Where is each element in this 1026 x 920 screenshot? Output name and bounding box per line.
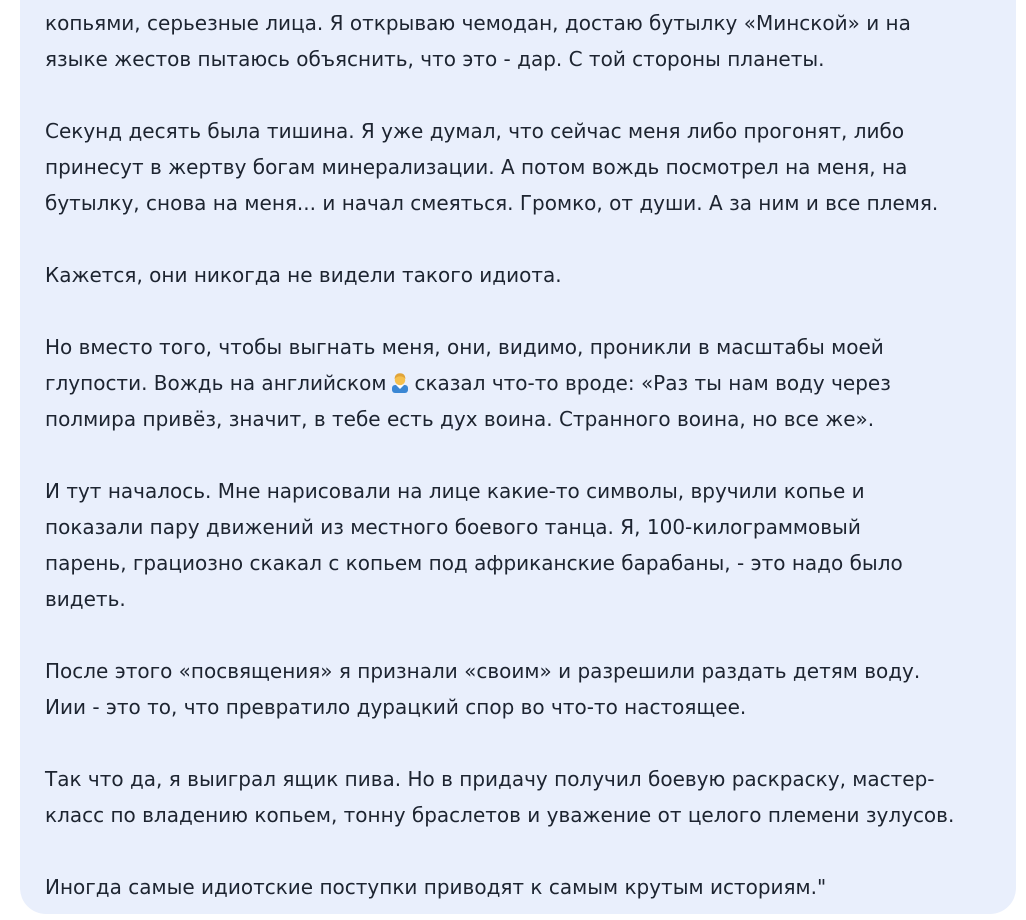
text-line: полмира привёз, значит, в тебе есть дух воина. Странного воина, но все же».	[45, 407, 875, 431]
paragraph-4	[45, 329, 1005, 437]
text-line: языке жестов пытаюсь объяснить, что это - дар. С той стороны планеты.	[45, 47, 825, 71]
text-line: И тут началось. Мне нарисовали на лице какие-то символы, вручили копье и	[45, 479, 865, 503]
paragraph-5	[45, 473, 1005, 617]
paragraph-6	[45, 653, 1005, 725]
text-line: глупости. Вождь на английском	[45, 371, 387, 395]
text-line: Иии - это то, что превратило дурацкий спор во что-то настоящее.	[45, 695, 747, 719]
paragraph-7	[45, 761, 1005, 833]
text-line: Так что да, я выиграл ящик пива. Но в придачу получил боевую раскраску, мастер-	[45, 767, 935, 791]
man-emoji-icon	[389, 368, 411, 390]
paragraph-1	[45, 5, 1005, 77]
text-line: Но вместо того, чтобы выгнать меня, они, видимо, проникли в масштабы моей	[45, 335, 884, 359]
paragraph-2	[45, 113, 1005, 221]
text-line: Секунд десять была тишина. Я уже думал, что сейчас меня либо прогонят, либо	[45, 119, 905, 143]
text-line: копьями, серьезные лица. Я открываю чемодан, достаю бутылку «Минской» и на	[45, 11, 911, 35]
paragraph-8	[45, 869, 1005, 905]
assistant-message-bubble	[20, 0, 1016, 914]
text-line: Кажется, они никогда не видели такого идиота.	[45, 263, 562, 287]
text-line: принесут в жертву богам минерализации. А потом вождь посмотрел на меня, на	[45, 155, 908, 179]
text-line: видеть.	[45, 587, 126, 611]
text-line: После этого «посвящения» я признали «своим» и разрешили раздать детям воду.	[45, 659, 921, 683]
text-line: бутылку, снова на меня... и начал смеяться. Громко, от души. А за ним и все племя.	[45, 191, 939, 215]
text-line: Иногда самые идиотские поступки приводят к самым крутым историям."	[45, 875, 827, 899]
text-line: класс по владению копьем, тонну браслетов и уважение от целого племени зулусов.	[45, 803, 955, 827]
text-line: показали пару движений из местного боевого танца. Я, 100-килограммовый	[45, 515, 861, 539]
paragraph-3	[45, 257, 1005, 293]
text-line: парень, грациозно скакал с копьем под африканские барабаны, - это надо было	[45, 551, 903, 575]
message-text	[45, 5, 1005, 905]
text-line: сказал что-то вроде: «Раз ты нам воду через	[414, 371, 891, 395]
